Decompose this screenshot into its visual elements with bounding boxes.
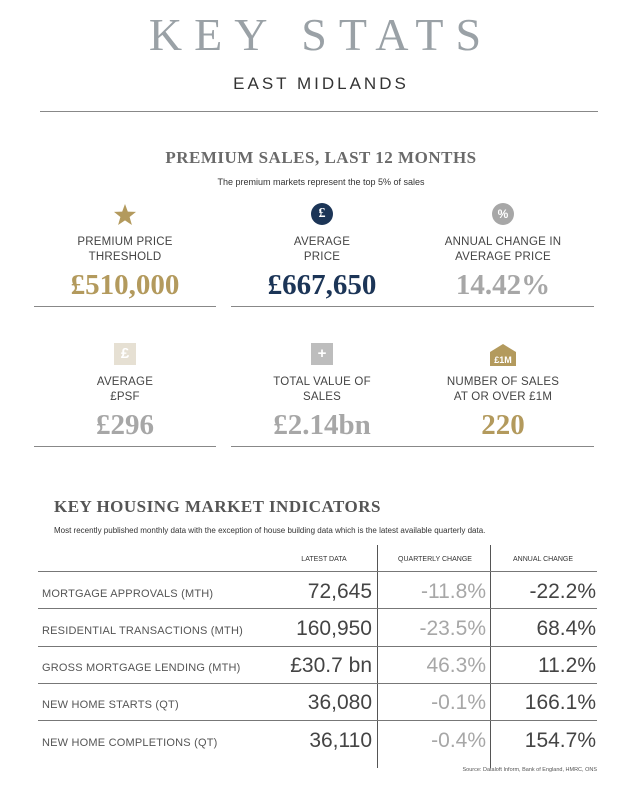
annual-change: -22.2% bbox=[529, 580, 596, 603]
table-top-rule bbox=[38, 571, 597, 572]
annual-change: 154.7% bbox=[524, 729, 596, 752]
stat-average-psf bbox=[34, 343, 216, 447]
source-note: Source: Dataloft Inform, Bank of England, HMRC, ONS bbox=[462, 767, 597, 773]
annual-change: 68.4% bbox=[536, 617, 596, 640]
stat-average-price bbox=[231, 203, 413, 307]
stat-label: NUMBER OF SALES AT OR OVER £1M bbox=[446, 376, 560, 403]
stat-label: TOTAL VALUE OF SALES bbox=[273, 376, 371, 403]
latest-value: £30.7 bn bbox=[290, 654, 372, 677]
indicators-section-title: KEY HOUSING MARKET INDICATORS bbox=[54, 497, 382, 516]
latest-value: 36,080 bbox=[307, 691, 372, 714]
stat-label: AVERAGE £PSF bbox=[96, 376, 154, 403]
stat-divider bbox=[34, 306, 216, 307]
header-divider bbox=[40, 111, 598, 112]
stat-value: £667,650 bbox=[267, 269, 377, 301]
annual-change: 166.1% bbox=[524, 691, 596, 714]
page-title: KEY STATS bbox=[148, 9, 494, 60]
column-divider bbox=[490, 545, 491, 768]
stat-divider bbox=[231, 446, 413, 447]
row-label: MORTGAGE APPROVALS (MTH) bbox=[42, 588, 214, 600]
stat-value: £296 bbox=[96, 409, 154, 441]
stat-value: £510,000 bbox=[70, 269, 180, 301]
stat-divider bbox=[34, 446, 216, 447]
premium-section-title: PREMIUM SALES, LAST 12 MONTHS bbox=[165, 148, 477, 167]
column-header-annual: ANNUAL CHANGE bbox=[512, 556, 574, 563]
stat-label: AVERAGE PRICE bbox=[293, 236, 351, 263]
row-label: RESIDENTIAL TRANSACTIONS (MTH) bbox=[42, 625, 243, 637]
column-header-latest: LATEST DATA bbox=[301, 556, 347, 563]
plus-square-icon: + bbox=[310, 343, 334, 367]
star-icon bbox=[113, 203, 137, 227]
row-divider bbox=[38, 720, 597, 721]
column-header-quarterly: QUARTERLY CHANGE bbox=[398, 556, 472, 563]
premium-section-note: The premium markets represent the top 5% of sales bbox=[217, 177, 425, 187]
latest-value: 160,950 bbox=[296, 617, 372, 640]
row-label: NEW HOME STARTS (QT) bbox=[42, 699, 179, 711]
latest-value: 36,110 bbox=[309, 729, 372, 752]
stat-annual-change bbox=[412, 203, 594, 307]
row-divider bbox=[38, 683, 597, 684]
pound-circle-icon: £ bbox=[310, 203, 334, 227]
percent-circle-icon: % bbox=[491, 203, 515, 227]
latest-value: 72,645 bbox=[307, 580, 372, 603]
column-divider bbox=[377, 545, 378, 768]
quarterly-change: -23.5% bbox=[419, 617, 486, 640]
stat-value: 14.42% bbox=[455, 269, 551, 301]
quarterly-change: -0.1% bbox=[431, 691, 486, 714]
row-label: GROSS MORTGAGE LENDING (MTH) bbox=[42, 662, 241, 674]
svg-text:£1M: £1M bbox=[494, 355, 512, 365]
quarterly-change: -0.4% bbox=[431, 729, 486, 752]
annual-change: 11.2% bbox=[538, 654, 596, 677]
pound-square-icon: £ bbox=[113, 343, 137, 367]
row-divider bbox=[38, 646, 597, 647]
stat-value: £2.14bn bbox=[273, 409, 371, 441]
stat-label: PREMIUM PRICE THRESHOLD bbox=[77, 236, 173, 263]
quarterly-change: 46.3% bbox=[426, 654, 486, 677]
indicators-section-note: Most recently published monthly data with the exception of house building data which is the latest available quarterly data. bbox=[54, 526, 486, 535]
region-subtitle: EAST MIDLANDS bbox=[233, 74, 409, 93]
row-label: NEW HOME COMPLETIONS (QT) bbox=[42, 737, 218, 749]
quarterly-change: -11.8% bbox=[421, 580, 486, 603]
stat-sales-over-1m bbox=[412, 343, 594, 447]
stat-label: ANNUAL CHANGE IN AVERAGE PRICE bbox=[444, 236, 562, 263]
stat-value: 220 bbox=[481, 409, 525, 441]
row-divider bbox=[38, 608, 597, 609]
stat-divider bbox=[412, 446, 594, 447]
house-1m-icon bbox=[491, 343, 515, 367]
stat-divider bbox=[412, 306, 594, 307]
stat-premium-threshold bbox=[34, 203, 216, 307]
stat-total-value bbox=[231, 343, 413, 447]
stat-divider bbox=[231, 306, 413, 307]
